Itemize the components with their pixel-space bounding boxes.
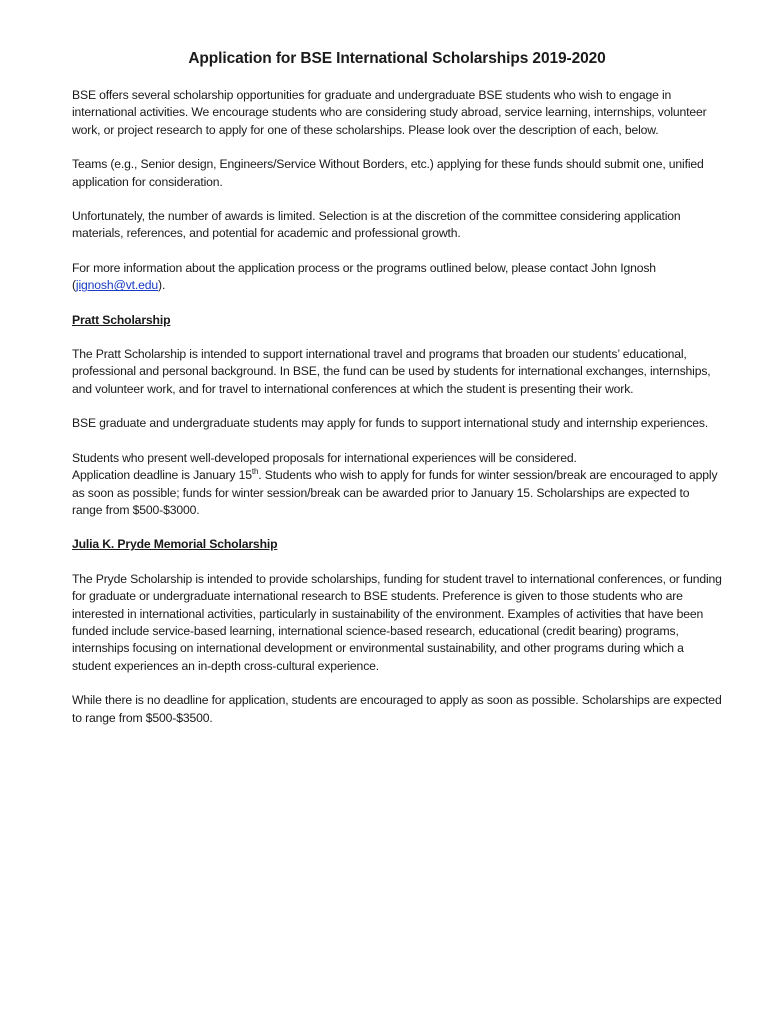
pratt-paragraph-purpose: The Pratt Scholarship is intended to support international travel and programs that broaden our students’ educational, professional and personal background. In BSE, the fund can be used by students for international exchanges, internships, and volunteer work, and for travel to international conferences at which the student is presenting their work. bbox=[72, 347, 711, 396]
pratt-proposals-line: Students who present well-developed proposals for international experiences will be considered. bbox=[72, 450, 577, 465]
intro-paragraph-contact bbox=[72, 260, 722, 295]
contact-email-link[interactable]: jignosh@vt.edu bbox=[75, 278, 159, 293]
pryde-paragraph-purpose: The Pryde Scholarship is intended to provide scholarships, funding for student travel to international conferences, or funding for graduate or undergraduate international research to BSE students. Preference is given to those students who are interested in international activities, particularly in sustainability of the environment. Examples of activities that have been funded include service-based learning, international science-based research, educational (credit bearing) programs, internships focusing on international development or environmental sustainability, and other programs during which a student experiences an in-depth cross-cultural experience. bbox=[72, 571, 722, 673]
pratt-deadline-ordinal: th bbox=[251, 467, 259, 477]
document-title: Application for BSE International Scholarships 2019-2020 bbox=[188, 50, 606, 67]
pryde-scholarship-heading: Julia K. Pryde Memorial Scholarship bbox=[72, 537, 278, 552]
pratt-deadline-text-after: . Students who wish to apply for funds for winter session/break are encouraged to apply as soon as possible; funds for winter session/break can be awarded prior to January 15. Scholarships are expected to range from $500-$3000. bbox=[72, 468, 718, 517]
contact-text-before: For more information about the application process or the programs outlined below, please contact John Ignosh ( bbox=[72, 260, 656, 293]
pratt-scholarship-heading: Pratt Scholarship bbox=[72, 312, 171, 327]
pryde-paragraph-deadline: While there is no deadline for application, students are encouraged to apply as soon as possible. Scholarships are expected to range from $500-$3500. bbox=[72, 693, 722, 725]
intro-paragraph-teams: Teams (e.g., Senior design, Engineers/Service Without Borders, etc.) applying for these funds should submit one, unified application for consideration. bbox=[72, 157, 704, 189]
pratt-paragraph-deadline bbox=[72, 450, 722, 520]
intro-paragraph-opportunities: BSE offers several scholarship opportunities for graduate and undergraduate BSE students who wish to engage in international activities. We encourage students who are considering study abroad, service learning, internships, volunteer work, or project research to apply for one of these scholarships. Please look over the description of each, below. bbox=[72, 88, 707, 137]
document-body bbox=[72, 48, 722, 744]
contact-text-after: ). bbox=[158, 278, 166, 293]
intro-paragraph-selection: Unfortunately, the number of awards is limited. Selection is at the discretion of the committee considering application materials, references, and potential for academic and professional growth. bbox=[72, 209, 681, 241]
pratt-paragraph-eligibility: BSE graduate and undergraduate students may apply for funds to support international study and internship experiences. bbox=[72, 416, 709, 431]
pratt-deadline-text-before: Application deadline is January 15 bbox=[72, 468, 252, 483]
